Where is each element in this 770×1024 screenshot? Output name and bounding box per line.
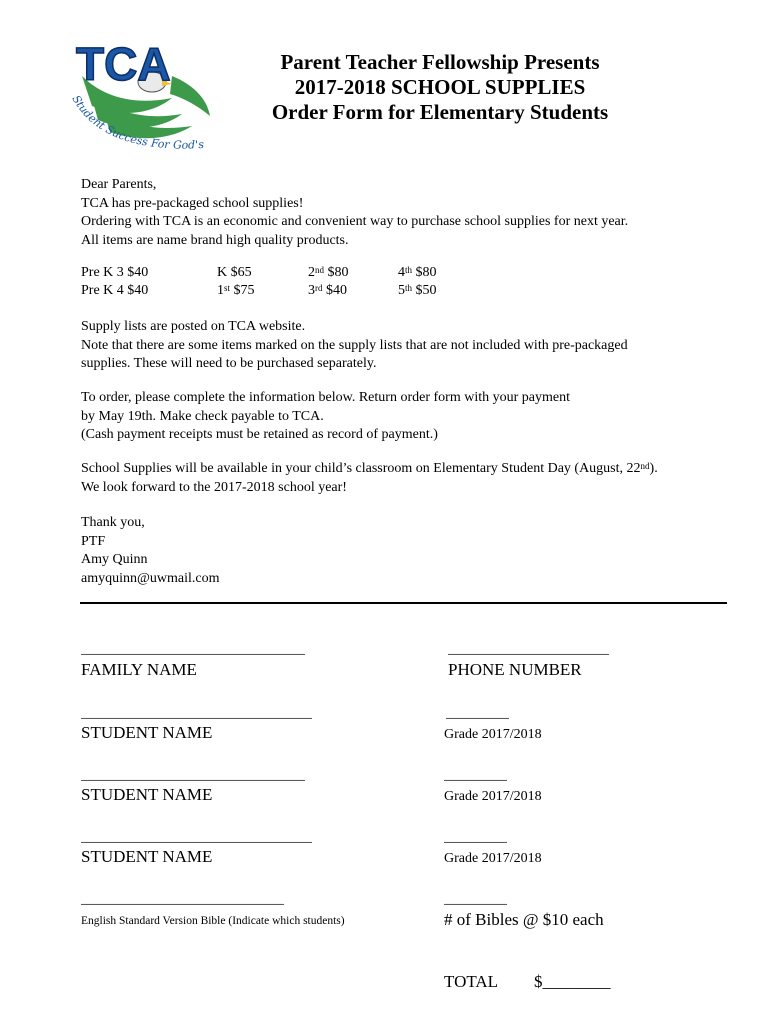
availability-note-1: School Supplies will be available in your child’s classroom on Elementary Student Day (August, 22nd). xyxy=(81,461,658,476)
supply-note-2: Note that there are some items marked on the supply lists that are not included with pre-packaged xyxy=(81,337,628,353)
supply-note-1: Supply lists are posted on TCA website. xyxy=(81,319,306,334)
student-name-label-1: STUDENT NAME xyxy=(81,723,213,742)
family-name-field[interactable]: ________________________________ xyxy=(81,642,305,657)
order-note-3: (Cash payment receipts must be retained as record of payment.) xyxy=(81,427,438,442)
greeting: Dear Parents, xyxy=(81,177,157,192)
price-2-3 xyxy=(308,264,349,300)
total-label: TOTAL xyxy=(444,972,499,991)
total-field[interactable]: $________ xyxy=(534,972,611,991)
price-prek3: Pre K 3 $40 xyxy=(81,265,149,280)
bibles-count-label: # of Bibles @ $10 each xyxy=(444,910,604,929)
phone-number-label: PHONE NUMBER xyxy=(448,660,582,679)
student-name-field-2[interactable]: ________________________________ xyxy=(81,768,305,783)
grade-label-3: Grade 2017/2018 xyxy=(444,851,542,866)
phone-number-field[interactable]: _______________________ xyxy=(448,642,609,657)
order-instructions xyxy=(81,389,570,445)
order-note-2: by May 19th. Make check payable to TCA. xyxy=(81,408,324,424)
price-k: K $65 xyxy=(217,265,252,280)
price-prek xyxy=(81,264,148,300)
grade-field-2[interactable]: _________ xyxy=(444,768,507,783)
price-grade3: 3rd $40 xyxy=(308,283,347,298)
signoff-thanks: Thank you, xyxy=(81,515,145,530)
grade-field-1[interactable]: _________ xyxy=(446,706,509,721)
grade-field-3[interactable]: _________ xyxy=(444,830,507,845)
bible-label: English Standard Version Bible (Indicate which students) xyxy=(81,915,345,927)
logo-motto: Student Success For God's xyxy=(69,92,205,152)
logo-letters: TCA xyxy=(76,38,171,90)
intro-paragraph xyxy=(81,176,628,250)
signoff-org: PTF xyxy=(81,533,106,549)
intro-line-1: TCA has pre-packaged school supplies! xyxy=(81,195,304,211)
page-title xyxy=(240,50,640,125)
price-prek4: Pre K 4 $40 xyxy=(81,283,149,298)
family-name-label: FAMILY NAME xyxy=(81,660,197,679)
price-grade2: 2nd $80 xyxy=(308,265,349,280)
price-grade5: 5th $50 xyxy=(398,283,437,298)
price-grade4: 4th $80 xyxy=(398,265,437,280)
signoff xyxy=(81,514,219,588)
intro-line-2: Ordering with TCA is an economic and convenient way to purchase school supplies for next year. xyxy=(81,214,629,229)
section-divider xyxy=(80,602,727,604)
supply-notes xyxy=(81,318,628,374)
price-grade1: 1st $75 xyxy=(217,283,255,298)
availability-notes xyxy=(81,460,658,497)
order-note-1: To order, please complete the information below. Return order form with your payment xyxy=(81,390,570,405)
student-name-label-3: STUDENT NAME xyxy=(81,847,213,866)
price-4-5 xyxy=(398,264,437,300)
student-name-field-3[interactable]: _________________________________ xyxy=(81,830,312,845)
signoff-name: Amy Quinn xyxy=(81,552,148,567)
availability-note-2: We look forward to the 2017-2018 school year! xyxy=(81,479,347,495)
title-line-2: 2017-2018 SCHOOL SUPPLIES xyxy=(294,75,586,99)
title-line-1: Parent Teacher Fellowship Presents xyxy=(280,50,600,74)
supply-note-3: supplies. These will need to be purchased separately. xyxy=(81,356,377,371)
title-line-3: Order Form for Elementary Students xyxy=(271,100,609,124)
bibles-count-field[interactable]: _________ xyxy=(444,892,507,907)
student-name-field-1[interactable]: _________________________________ xyxy=(81,706,312,721)
intro-line-3: All items are name brand high quality products. xyxy=(81,232,349,248)
student-name-label-2: STUDENT NAME xyxy=(81,785,213,804)
tca-logo xyxy=(62,36,222,166)
signoff-email: amyquinn@uwmail.com xyxy=(81,570,220,586)
grade-label-2: Grade 2017/2018 xyxy=(444,789,542,804)
bible-students-field[interactable]: _____________________________ xyxy=(81,892,284,907)
price-k-1 xyxy=(217,264,255,300)
grade-label-1: Grade 2017/2018 xyxy=(444,727,542,742)
